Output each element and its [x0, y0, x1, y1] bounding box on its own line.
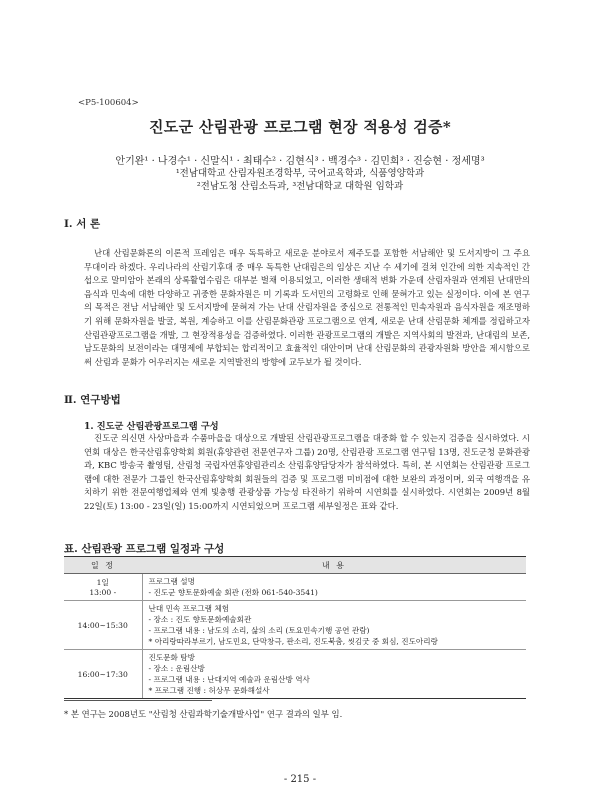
schedule-time: 14:00~15:30	[77, 620, 128, 630]
content-line: - 프로그램 내용 : 난대지역 예술과 운림산방 역사	[148, 675, 310, 684]
content-cell	[142, 650, 526, 699]
content-line: - 장소 : 진도 향토문화예술회관	[148, 615, 252, 624]
paper-code: <P5-100604>	[78, 98, 139, 108]
page-number: - 215 -	[283, 774, 317, 785]
table-row	[64, 574, 526, 601]
table-row	[64, 601, 526, 650]
content-line: * 아리랑따라부르기, 남도민요, 단막창극, 판소리, 진도북춤, 씻김굿 중 회심, 진도아리랑	[148, 637, 438, 646]
schedule-cell	[64, 574, 142, 601]
schedule-time: 16:00~17:30	[77, 669, 128, 679]
schedule-time: 13:00 -	[89, 588, 117, 597]
content-line: * 프로그램 진행 : 허상무 문화해설사	[148, 686, 270, 695]
column-header-schedule: 일 정	[64, 557, 142, 574]
table-header-row	[64, 557, 526, 574]
content-cell	[142, 601, 526, 650]
affiliation-line-2: ²전남도청 산림소득과, ³전남대학교 대학원 임학과	[196, 181, 404, 192]
content-line: 진도문화 탐방	[148, 653, 195, 662]
column-header-content: 내 용	[142, 557, 526, 574]
author-list: 안기완¹ · 나경수¹ · 신말식¹ · 최태수² · 김현식³ · 백경수³ · 김민희³ · 진승현 · 정세명³	[115, 156, 485, 167]
schedule-day: 1일	[96, 578, 109, 587]
paper-title: 진도군 산림관광 프로그램 현장 적용성 검증*	[149, 118, 451, 136]
content-line: 난대 민속 프로그램 체험	[148, 604, 230, 613]
content-line: - 장소 : 운림산방	[148, 664, 205, 673]
methods-paragraph: 진도군 의신면 사상마을과 수품마을을 대상으로 개발된 산림관광프로그램을 대중화 할 수 있는지 검증을 실시하였다. 시연회 대상은 한국산림휴양학회 회원(휴양관련 전문연구자 그룹) 20명, 산림관광 프로그램 연구팀 13명, 진도군청 문화관광과, KBC 방송국 촬영팀, 산림청 국립자연휴양림관리소 산림휴양담당자가 참석하였다. 특히, 본 시연회는 산림관광 프로그램에 대한 전문가 그룹인 한국산림휴양학회 회원들의 검증 및 프로그램 미비점에 대한 보완의 과정이며, 외국 여행객을 유치하기 위한 전문여행업체와 연계 빛충행 관광상품 가능성 타진하기 위하여 시연회를 실시하였다. 시연회는 2009년 8월 22일(토) 13:00 - 23일(일) 15:00까지 시연되었으며 프로그램 세부일정은 표와 같다.	[84, 433, 530, 511]
schedule-table	[64, 556, 526, 699]
content-cell	[142, 574, 526, 601]
section-heading-introduction: Ⅰ. 서 론	[64, 218, 101, 230]
affiliation-line-1: ¹전남대학교 산림자원조경학부, 국어교육학과, 식품영양학과	[175, 168, 425, 179]
schedule-cell	[64, 650, 142, 699]
section-heading-methods: Ⅱ. 연구방법	[64, 394, 121, 406]
footnote: * 본 연구는 2008년도 "산림청 산림과학기술개발사업" 연구 결과의 일부 임.	[64, 709, 343, 719]
content-line: 프로그램 설명	[148, 577, 195, 586]
table-row	[64, 650, 526, 699]
footnote-divider	[64, 700, 212, 701]
schedule-cell	[64, 601, 142, 650]
content-line: - 진도군 향토문화예술 회관 (전화 061-540-3541)	[148, 588, 318, 597]
table-caption: 표. 산림관광 프로그램 일정과 구성	[64, 543, 225, 555]
content-line: - 프로그램 내용 : 남도의 소리, 삶의 소리 (토요민속기행 공연 관람)	[148, 626, 370, 635]
introduction-paragraph: 난대 산림문화론의 이론적 프레임은 매우 독특하고 새로운 분야로서 제주도를 포함한 서남해안 및 도서지방이 그 주요 무대이라 하겠다. 우리나라의 산림기후대 중 매우 독특한 난대림은의 임상은 지난 수 세기에 걸쳐 인간에 의한 지속적인 간섭으로 말미암아 본래의 상록활엽수림은 대부분 벌채 이용되었고, 이러한 생태적 변화 가운데 산림자원과 연계된 난대만의 음식과 민속에 대한 다양하고 귀중한 문화자원은 미 기록과 도서민의 고령화로 인해 묻혀가고 있는 실정이다. 이에 본 연구의 목적은 전남 서남해안 및 도서지방에 묻혀져 가는 난대 산림자원을 중심으로 전통적인 민속자원과 음식자원을 재조명하기 위해 문화자원을 발굴, 복원, 계승하고 이를 산림문화관광 프로그램으로 연계, 새로운 난대 산림문화 체계를 정립하고자 산림관광프로그램을 개발, 그 현장적용성을 검증하였다. 이러한 관광프로그램의 개발은 지역사회의 발전과, 난대림의 보존, 남도문화의 보전이라는 대명제에 부합되는 합리적이고 효율적인 대안이며 난대 산림문화의 관광자원화 방안을 제시함으로써 산림과 문화가 어우러지는 새로운 지역발전의 방향에 교두보가 될 것이다.	[84, 248, 530, 367]
subsection-heading: 1. 진도군 산림관광프로그램 구성	[84, 421, 219, 432]
